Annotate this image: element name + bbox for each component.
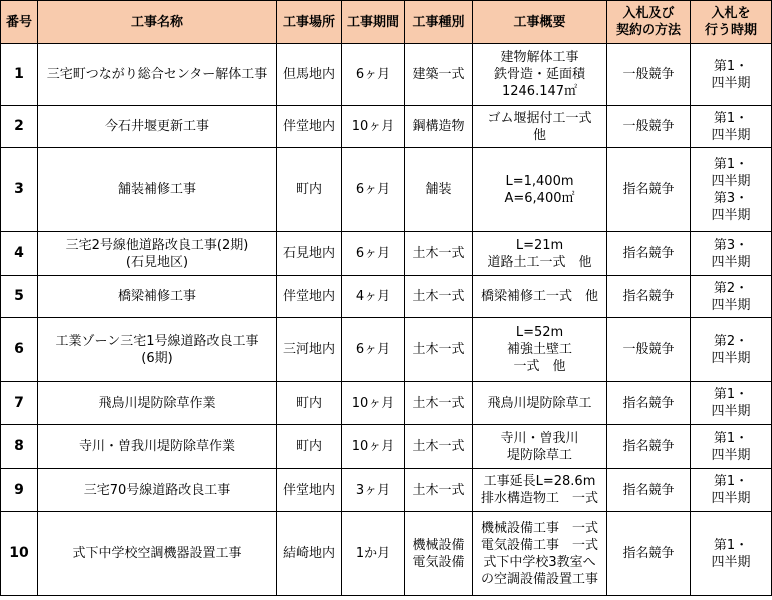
row-number: 3 (1, 148, 38, 232)
row-summary: L=1,400m A=6,400㎡ (473, 148, 607, 232)
row-number: 9 (1, 469, 38, 512)
row-number: 8 (1, 425, 38, 469)
row-method: 指名競争 (607, 382, 691, 425)
row-timing: 第2・ 四半期 (691, 318, 772, 382)
row-method: 指名競争 (607, 276, 691, 318)
row-name: 飛鳥川堤防除草作業 (38, 382, 277, 425)
row-place: 伴堂地内 (277, 469, 342, 512)
header-method: 入札及び 契約の方法 (607, 1, 691, 44)
row-number: 1 (1, 44, 38, 106)
table-row (1, 232, 772, 276)
row-method: 指名競争 (607, 148, 691, 232)
row-period: 6ヶ月 (342, 44, 405, 106)
row-summary: 建物解体工事 鉄骨造・延面積 1246.147㎡ (473, 44, 607, 106)
header-place: 工事場所 (277, 1, 342, 44)
row-place: 町内 (277, 425, 342, 469)
row-type: 土木一式 (405, 318, 473, 382)
table-row (1, 44, 772, 106)
row-type: 土木一式 (405, 469, 473, 512)
row-place: 結崎地内 (277, 512, 342, 596)
row-name: 今石井堰更新工事 (38, 106, 277, 148)
row-period: 3ヶ月 (342, 469, 405, 512)
row-name: 三宅70号線道路改良工事 (38, 469, 277, 512)
row-name: 工業ゾーン三宅1号線道路改良工事 (6期) (38, 318, 277, 382)
row-name: 三宅町つながり総合センター解体工事 (38, 44, 277, 106)
row-timing: 第1・ 四半期 (691, 469, 772, 512)
row-method: 指名競争 (607, 512, 691, 596)
table-row (1, 425, 772, 469)
row-timing: 第1・ 四半期 第3・ 四半期 (691, 148, 772, 232)
row-type: 舗装 (405, 148, 473, 232)
row-period: 10ヶ月 (342, 106, 405, 148)
row-place: 三河地内 (277, 318, 342, 382)
row-timing: 第1・ 四半期 (691, 106, 772, 148)
row-summary: 寺川・曽我川 堤防除草工 (473, 425, 607, 469)
row-period: 1か月 (342, 512, 405, 596)
row-place: 町内 (277, 382, 342, 425)
row-timing: 第1・ 四半期 (691, 512, 772, 596)
table-row (1, 512, 772, 596)
row-type: 土木一式 (405, 425, 473, 469)
header-no: 番号 (1, 1, 38, 44)
row-name: 舗装補修工事 (38, 148, 277, 232)
row-method: 一般競争 (607, 318, 691, 382)
row-type: 土木一式 (405, 382, 473, 425)
header-timing: 入札を 行う時期 (691, 1, 772, 44)
row-method: 指名競争 (607, 425, 691, 469)
row-timing: 第1・ 四半期 (691, 44, 772, 106)
row-summary: 飛鳥川堤防除草工 (473, 382, 607, 425)
header-name: 工事名称 (38, 1, 277, 44)
row-timing: 第1・ 四半期 (691, 382, 772, 425)
header-period: 工事期間 (342, 1, 405, 44)
row-number: 5 (1, 276, 38, 318)
row-method: 指名競争 (607, 232, 691, 276)
row-name: 式下中学校空調機器設置工事 (38, 512, 277, 596)
row-number: 4 (1, 232, 38, 276)
header-summary: 工事概要 (473, 1, 607, 44)
row-period: 6ヶ月 (342, 318, 405, 382)
row-place: 石見地内 (277, 232, 342, 276)
row-method: 一般競争 (607, 44, 691, 106)
row-type: 土木一式 (405, 232, 473, 276)
header-row (1, 1, 772, 44)
row-place: 伴堂地内 (277, 106, 342, 148)
row-timing: 第2・ 四半期 (691, 276, 772, 318)
row-place: 伴堂地内 (277, 276, 342, 318)
row-name: 寺川・曽我川堤防除草作業 (38, 425, 277, 469)
row-timing: 第1・ 四半期 (691, 425, 772, 469)
row-period: 4ヶ月 (342, 276, 405, 318)
row-place: 但馬地内 (277, 44, 342, 106)
row-type: 土木一式 (405, 276, 473, 318)
row-summary: ゴム堰据付工一式 他 (473, 106, 607, 148)
row-type: 建築一式 (405, 44, 473, 106)
table-row (1, 106, 772, 148)
row-number: 6 (1, 318, 38, 382)
row-place: 町内 (277, 148, 342, 232)
row-type: 機械設備 電気設備 (405, 512, 473, 596)
table-row (1, 318, 772, 382)
row-period: 10ヶ月 (342, 425, 405, 469)
row-name: 三宅2号線他道路改良工事(2期) (石見地区) (38, 232, 277, 276)
row-method: 一般競争 (607, 106, 691, 148)
row-summary: 橋梁補修工一式 他 (473, 276, 607, 318)
row-period: 6ヶ月 (342, 148, 405, 232)
table-row (1, 469, 772, 512)
row-summary: 工事延長L=28.6m 排水構造物工 一式 (473, 469, 607, 512)
row-timing: 第3・ 四半期 (691, 232, 772, 276)
table-row (1, 276, 772, 318)
table-row (1, 382, 772, 425)
row-summary: L=21m 道路土工一式 他 (473, 232, 607, 276)
row-summary: 機械設備工事 一式 電気設備工事 一式 式下中学校3教室へ の空調設備設置工事 (473, 512, 607, 596)
row-number: 10 (1, 512, 38, 596)
row-period: 6ヶ月 (342, 232, 405, 276)
row-period: 10ヶ月 (342, 382, 405, 425)
table-row (1, 148, 772, 232)
row-number: 2 (1, 106, 38, 148)
header-type: 工事種別 (405, 1, 473, 44)
row-name: 橋梁補修工事 (38, 276, 277, 318)
row-type: 鋼構造物 (405, 106, 473, 148)
row-number: 7 (1, 382, 38, 425)
row-method: 指名競争 (607, 469, 691, 512)
row-summary: L=52m 補強土壁工 一式 他 (473, 318, 607, 382)
